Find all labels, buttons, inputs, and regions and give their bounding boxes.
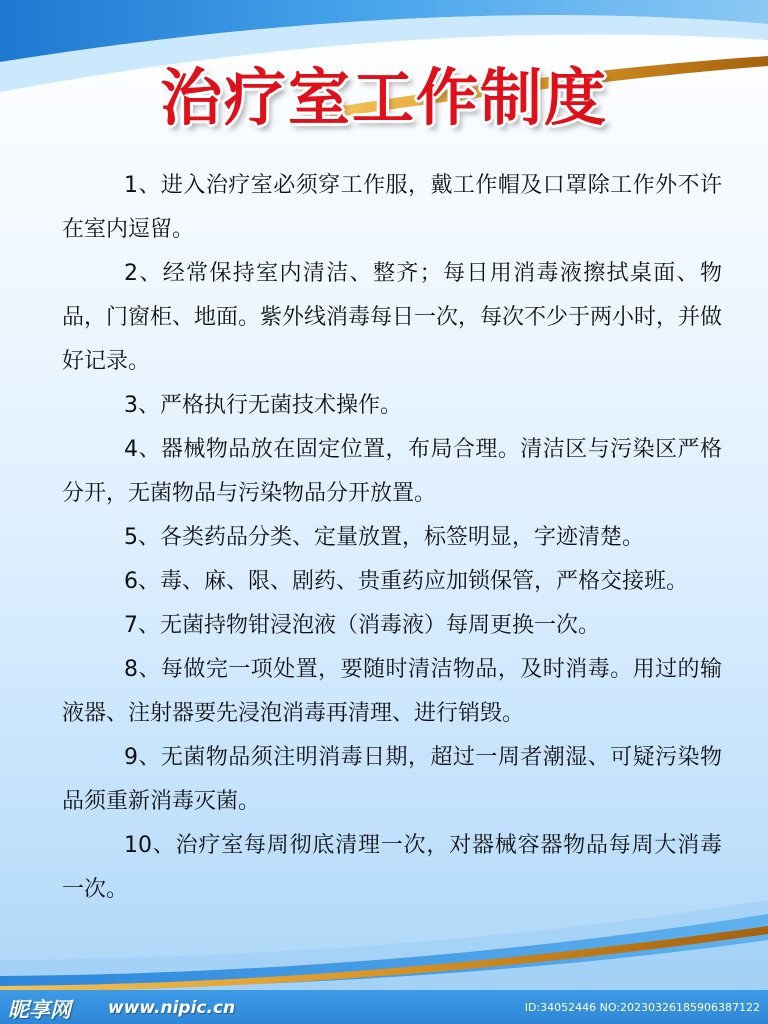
rule-item: 4、器械物品放在固定位置，布局合理。清洁区与污染区严格分开，无菌物品与污染物品分开放置。 — [62, 437, 722, 506]
watermark-logo: 昵享网 — [8, 998, 71, 1022]
rule-item: 3、严格执行无菌技术操作。 — [124, 393, 402, 418]
watermark-site: www.nipic.cn — [108, 998, 236, 1018]
rule-item: 5、各类药品分类、定量放置，标签明显，字迹清楚。 — [124, 525, 644, 550]
rule-item: 1、进入治疗室必须穿工作服，戴工作帽及口罩除工作外不许在室内逗留。 — [62, 173, 722, 242]
rule-item: 7、无菌持物钳浸泡液（消毒液）每周更换一次。 — [124, 613, 600, 638]
rule-item: 6、毒、麻、限、剧药、贵重药应加锁保管，严格交接班。 — [124, 569, 688, 594]
rule-item: 10、治疗室每周彻底清理一次，对器械容器物品每周大消毒一次。 — [62, 833, 722, 902]
rule-item: 8、每做完一项处置，要随时清洁物品，及时消毒。用过的输液器、注射器要先浸泡消毒再清理、进行销毁。 — [62, 657, 722, 726]
rule-item: 2、经常保持室内清洁、整齐；每日用消毒液擦拭桌面、物品，门窗柜、地面。紫外线消毒每日一次，每次不少于两小时，并做好记录。 — [62, 261, 723, 374]
watermark-id: ID:34052446 NO:20230326185906387122 — [524, 1001, 760, 1014]
page-title: 治疗室工作制度 — [159, 61, 608, 134]
rule-item: 9、无菌物品须注明消毒日期，超过一周者潮湿、可疑污染物品须重新消毒灭菌。 — [62, 745, 722, 814]
rules-list — [62, 164, 722, 912]
